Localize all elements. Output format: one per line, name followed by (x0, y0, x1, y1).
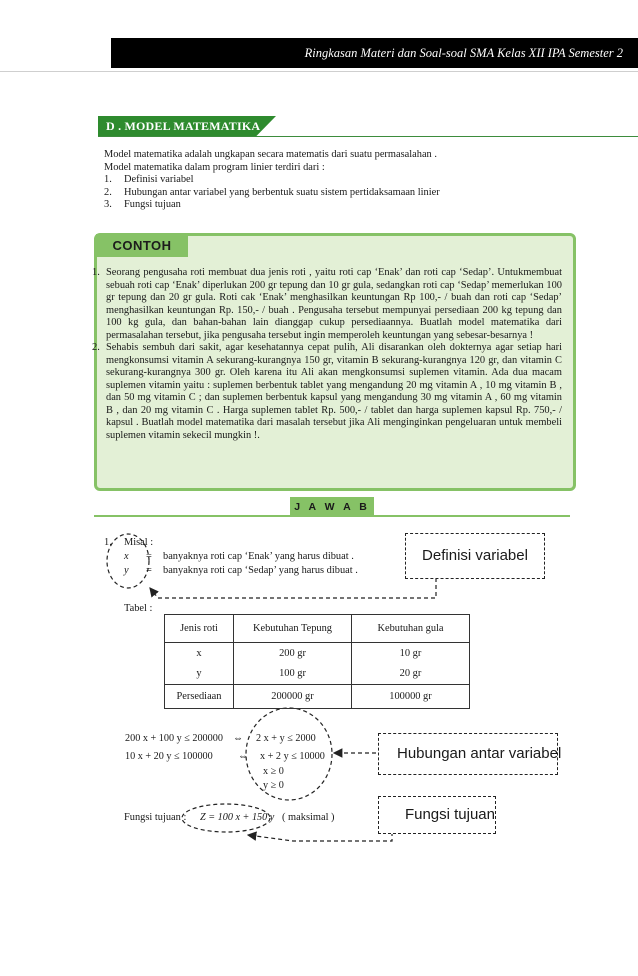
table-cell: 20 gr (352, 664, 470, 685)
objective-label: Fungsi tujuan : (124, 812, 187, 823)
example-text: Sehabis sembuh dari sakit, agar kesehatannya cepat pulih, Ali disarankan oleh dokternya agar setiap hari mengkonsumsi vitamin A sekurang-kurangnya 150 gr, vitamin B sekurang-kurangnya 120 gr, dan vitamin C sekurang-kurangnya 300 gr. Oleh karena itu Ali akan mengkonsumsi suplemen vitamin. Ada dua macam suplemen vitamin yaitu : suplemen berbentuk tablet yang mengandung 20 mg vitamin A , 10 mg vitamin B , dan 50 mg vitamin C ; dan suplemen berbentuk kapsul yang mengandung 30 mg vitamin A , 60 mg vitamin B , dan 20 mg vitamin C . Harga suplemen tablet Rp. 500,- / tablet dan harga suplemen kapsul Rp. 750,- / kapsul . Buatlah model matematika dari masalah tersebut jika Ali menginginkan pengeluaran untuk membeli suplemen vitamin sekecil mungkin !. (106, 342, 562, 441)
var-y-eq: = (146, 565, 152, 576)
section-heading: D . MODEL MATEMATIKA (106, 119, 261, 133)
table-row (165, 664, 470, 685)
var-y-desc: banyaknya roti cap ‘Sedap’ yang harus dibuat . (163, 565, 358, 576)
table-header-cell: Kebutuhan Tepung (234, 615, 352, 643)
table-cell: 200 gr (234, 643, 352, 664)
objective-note: ( maksimal ) (282, 812, 335, 823)
intro-components: Model matematika dalam program linier terdiri dari : (104, 161, 325, 173)
example-text: Seorang pengusaha roti membuat dua jenis roti , yaitu roti cap ‘Enak’ dan roti cap ‘Sedap’. Untukmembuat sebuah roti cap ‘Enak’ diperlukan 200 gr tepung dan 10 gr gula, sedangkan roti cap ‘Sedap’ memerlukan 100 gr tepung dan 20 gr gula. Roti cak ‘Enak’ menghasilkan keuntungan Rp 100,- / buah dan roti cap ‘Sedap’ menghasilkan keuntungan Rp. 150,- / buah . Pengusaha tersebut mempunyai persediaan 200 kg tepung dan 100 kg gula, dan bahan-bahan lain dianggap cukup persediaannya. Buatlah model matematika dari permasalahan tersebut, jika pengusaha tersebut ingin memperoleh keuntungan yang sebesar-besarnya ! (106, 267, 562, 341)
table-cell: x (165, 643, 234, 664)
var-y-name: y (124, 565, 129, 576)
objective-expression: Z = 100 x + 150 y (200, 812, 275, 823)
callout-definisi-variabel: Definisi variabel (405, 533, 545, 579)
table-footer-row (165, 685, 470, 709)
inequality-1: 200 x + 100 y ≤ 200000 (125, 733, 223, 744)
list-text: Definisi variabel (124, 174, 194, 185)
list-text: Fungsi tujuan (124, 199, 181, 210)
table-cell: 100 gr (234, 664, 352, 685)
callout-fungsi-tujuan: Fungsi tujuan (378, 796, 496, 834)
table-header-cell: Jenis roti (165, 615, 234, 643)
table-cell: 100000 gr (352, 685, 470, 709)
simplified-inequality-2: x + 2 y ≤ 10000 (260, 751, 325, 762)
callout-hubungan-antar-variabel: Hubungan antar variabel (378, 733, 558, 775)
table-cell: 200000 gr (234, 685, 352, 709)
table-header-row (165, 615, 470, 643)
list-number: 2. (104, 186, 112, 198)
nonneg-x: x ≥ 0 (263, 766, 284, 777)
table-row (165, 643, 470, 664)
answer-number: 1. (104, 537, 112, 548)
table-cell: y (165, 664, 234, 685)
table-header-cell: Kebutuhan gula (352, 615, 470, 643)
data-table (164, 614, 470, 709)
nonneg-y: y ≥ 0 (263, 780, 284, 791)
equivalence-arrow-2: ⇔ (238, 751, 249, 762)
var-x-desc: banyaknya roti cap ‘Enak’ yang harus dibuat . (163, 551, 354, 562)
example-label: CONTOH (112, 238, 172, 253)
inequality-2: 10 x + 20 y ≤ 100000 (125, 751, 213, 762)
misal-label: Misal : (124, 537, 154, 548)
example-number: 2. (92, 342, 100, 353)
answer-label: J A W A B (294, 501, 370, 513)
intro-definition: Model matematika adalah ungkapan secara matematis dari suatu permasalahan . (104, 149, 437, 160)
example-number: 1. (92, 267, 100, 278)
equivalence-arrow-1: ⇔ (233, 733, 244, 744)
var-x-eq: = (146, 551, 152, 562)
table-cell: Persediaan (165, 685, 234, 709)
objective-connector (248, 832, 392, 841)
list-number: 1. (104, 174, 112, 185)
header-title: Ringkasan Materi dan Soal-soal SMA Kelas XII IPA Semester 2 (304, 46, 623, 60)
table-cell: 10 gr (352, 643, 470, 664)
tabel-label: Tabel : (124, 603, 153, 614)
var-x-name: x (124, 551, 129, 562)
list-number: 3. (104, 199, 112, 210)
list-text: Hubungan antar variabel yang berbentuk suatu sistem pertidaksamaan linier (124, 186, 440, 198)
simplified-inequality-1: 2 x + y ≤ 2000 (256, 733, 316, 744)
definition-connector (150, 578, 436, 598)
